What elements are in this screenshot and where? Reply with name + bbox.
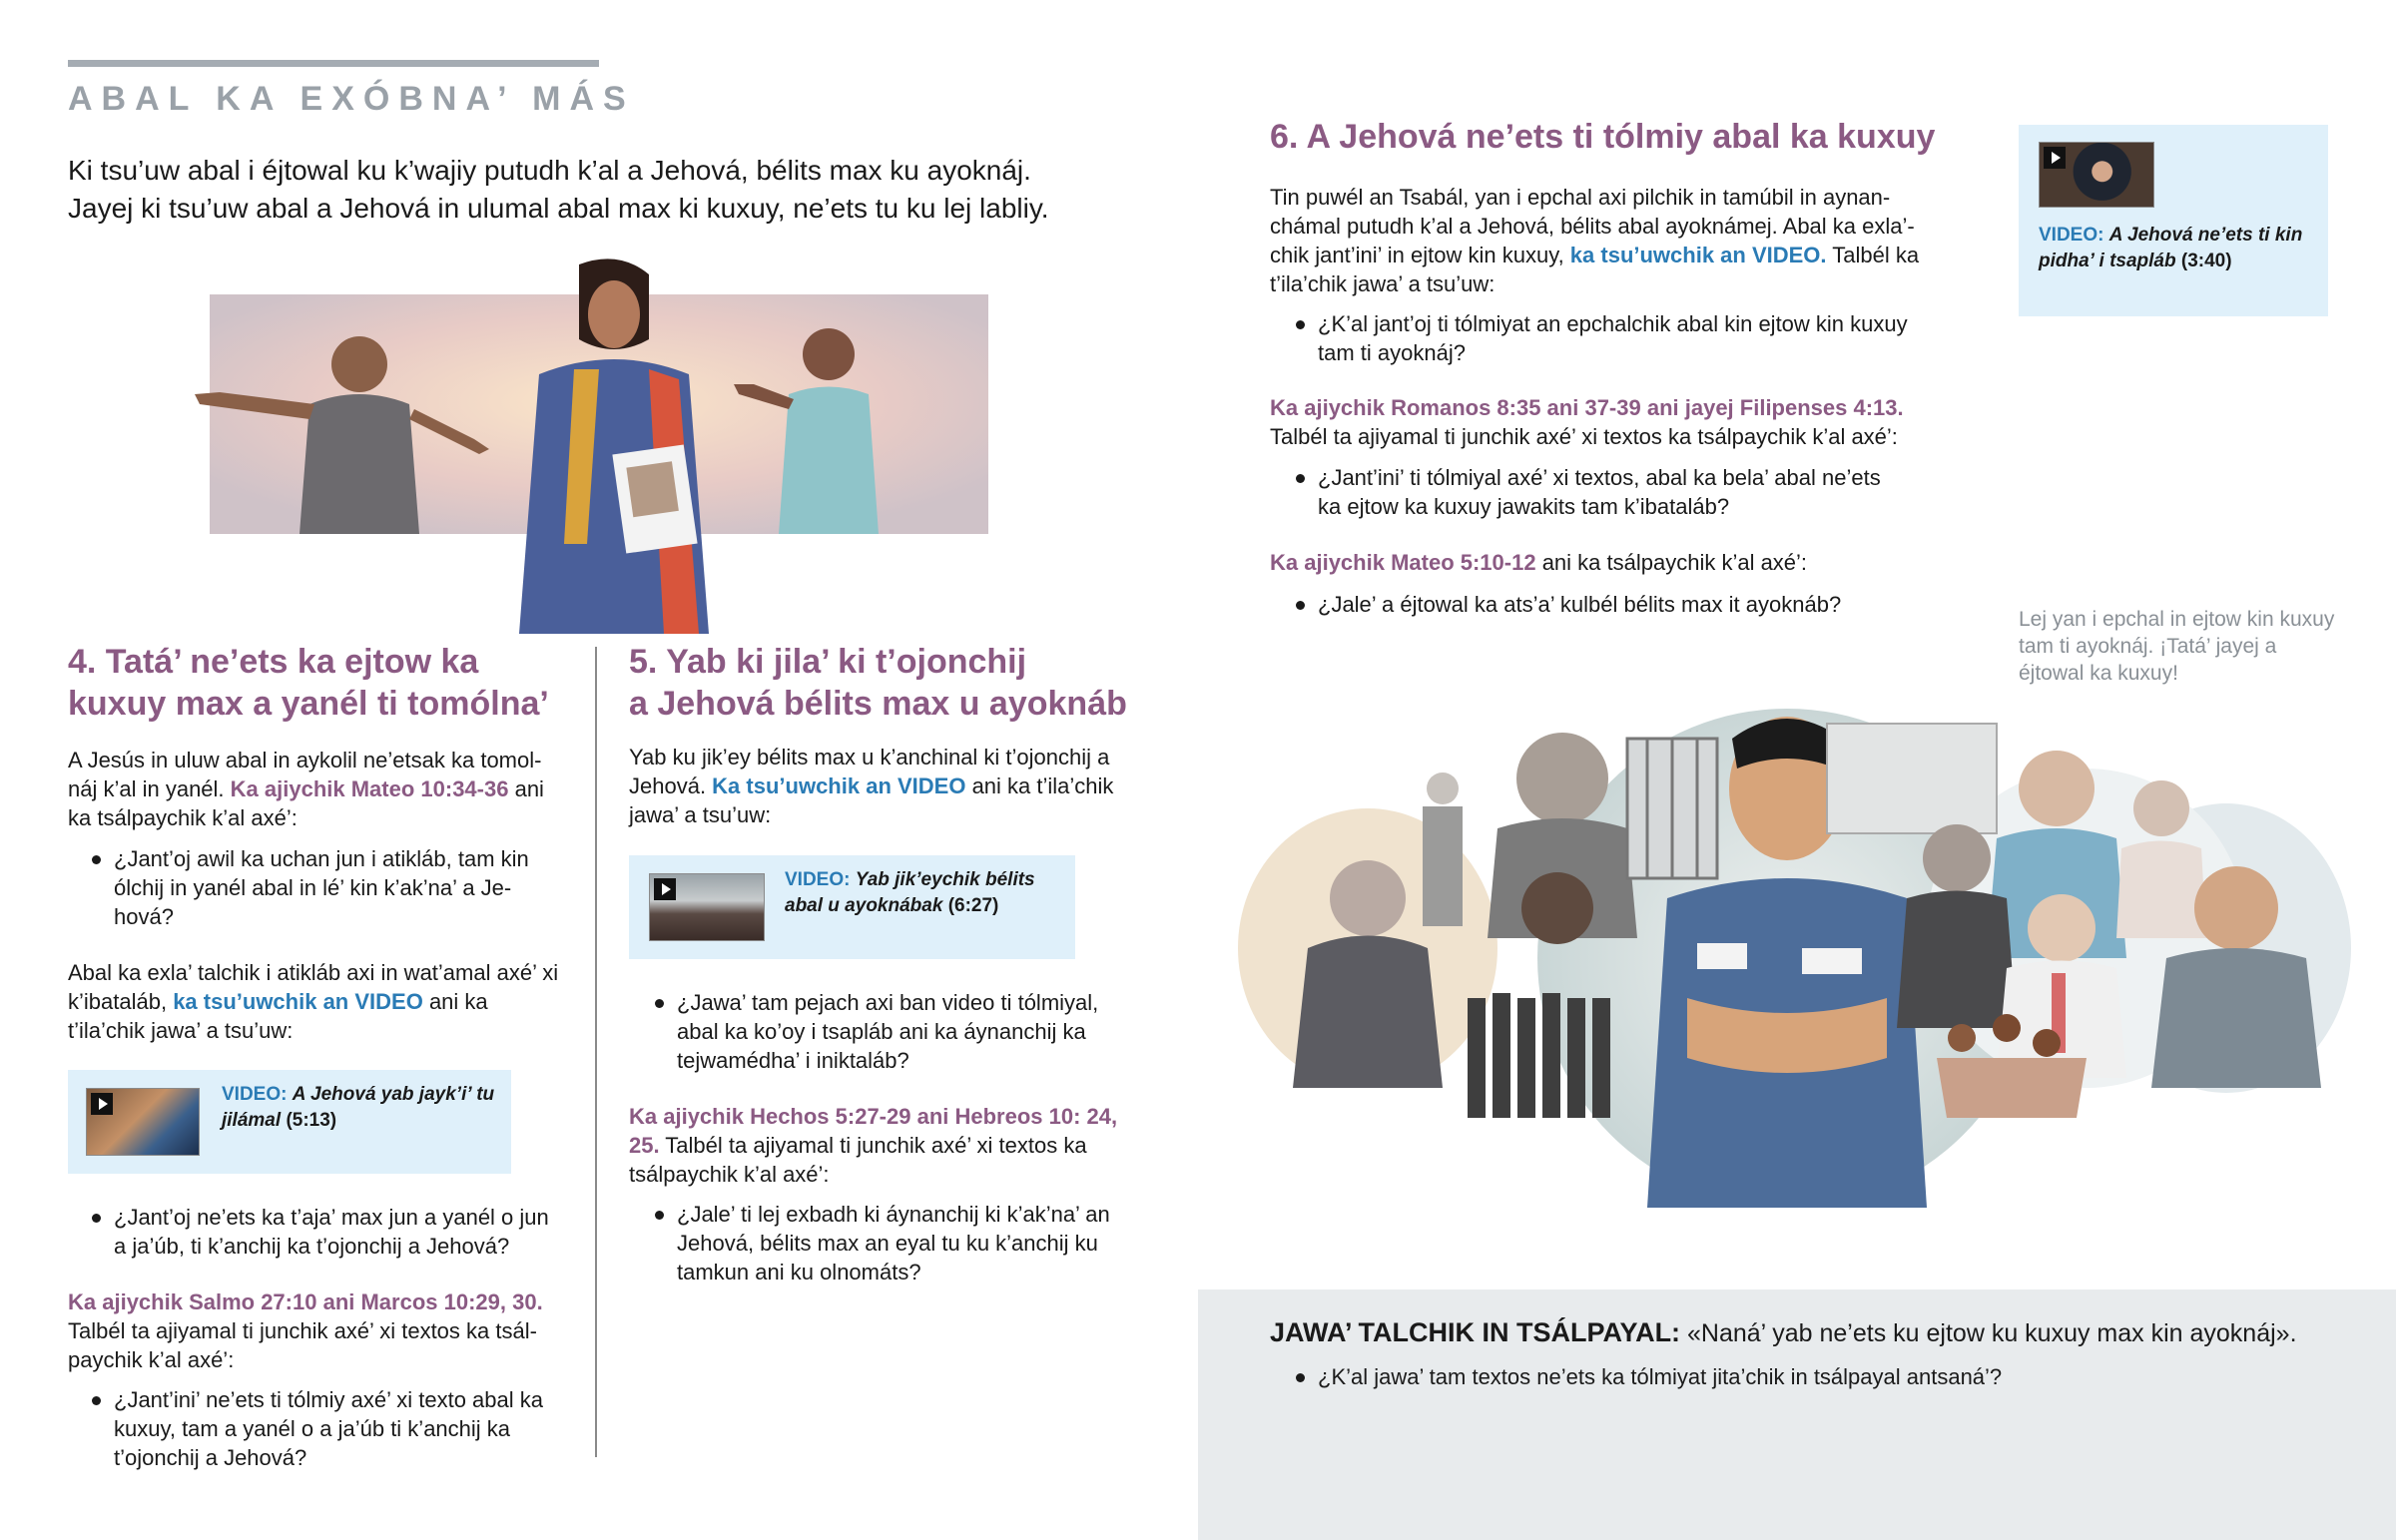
section4-paragraph1: A Jesús in uluw abal in aykolil ne’etsak ka tomol-náj k’al in yanél. Ka ajiychik Mateo 10:34-36 ani ka tsálpaychik k’al axé’: xyxy=(68,748,544,830)
section6-paragraph3: Ka ajiychik Mateo 5:10-12 ani ka tsálpaychik k’al axé’: xyxy=(1270,550,1808,575)
video-card[interactable] xyxy=(68,1070,511,1174)
column-divider xyxy=(595,647,597,1457)
question-item: ¿Jawa’ tam pejach axi ban video ti tólmiyal, abal ka ko’oy i tsapláb ani ka áynanchij ka tejwamédha’ i iniktaláb? xyxy=(653,988,1132,1075)
section5-paragraph1: Yab ku jik’ey bélits max u k’anchinal ki t’ojonchij a Jehová. Ka tsu’uwchik an VIDEO ani ka t’ila’chik jawa’ a tsu’uw: xyxy=(629,745,1114,827)
video-card[interactable] xyxy=(629,855,1075,959)
scripture-reference[interactable]: Ka ajiychik Mateo 5:10-12 xyxy=(1270,550,1536,575)
video-caption: VIDEO: A Jehová ne’ets ti kin pidha’ i tsapláb (3:40) xyxy=(2039,225,2303,271)
section4-bullets3 xyxy=(90,1385,564,1472)
section6-bullets1 xyxy=(1294,309,1933,367)
intro-text: Ki tsu’uw abal i éjtowal ku k’wajiy putudh k’al a Jehová, bélits max ku ayoknáj. Jayej ki tsu’uw abal a Jehová in ulumal abal max ki kuxuy, ne’ets tu ku lej labliy. xyxy=(68,155,1049,224)
section5-bullets2 xyxy=(653,1200,1132,1286)
section4-paragraph2: Abal ka exla’ talchik i atikláb axi in wat’amal axé’ xi k’ibataláb, ka tsu’uwchik an VIDEO ani ka t’ila’chik jawa’ a tsu’uw: xyxy=(68,960,559,1043)
scripture-reference[interactable]: Ka ajiychik Mateo 10:34-36 xyxy=(230,776,509,801)
section6-title: 6. A Jehová ne’ets ti tólmiy abal ka kuxuy xyxy=(1270,118,1936,156)
family-illustration xyxy=(180,245,998,634)
section4-title: 4. Tatá’ ne’ets ka ejtow ka kuxuy max a yanél ti tomólna’ xyxy=(68,643,549,723)
question-item: ¿Jant’ini’ ne’ets ti tólmiy axé’ xi texto abal ka kuxuy, tam a yanél o a ja’úb ti k’anchij ka t’ojonchij a Jehová? xyxy=(90,1385,564,1472)
play-icon[interactable] xyxy=(2044,147,2066,169)
question-item: ¿Jant’oj awil ka uchan jun i atikláb, tam kin ólchij in yanél abal in lé’ kin k’ak’na’ a Je-hová? xyxy=(90,844,564,931)
section6-bullets2 xyxy=(1294,463,1893,521)
section5-bullets1 xyxy=(653,988,1132,1075)
section4-bullets2 xyxy=(90,1203,564,1261)
summary-heading: JAWA’ TALCHIK IN TSÁLPAYAL: «Naná’ yab ne’ets ku ejtow ku kuxuy max kin ayoknáj». xyxy=(1270,1317,2297,1347)
video-caption: VIDEO: A Jehová yab jayk’i’ tu jilámal (5:13) xyxy=(222,1084,495,1131)
video-link[interactable]: ka tsu’uwchik an VIDEO xyxy=(173,989,423,1014)
scripture-reference[interactable]: Ka ajiychik Salmo 27:10 ani Marcos 10:29, 30. xyxy=(68,1289,543,1314)
video-link[interactable]: Ka tsu’uwchik an VIDEO xyxy=(712,773,966,798)
video-thumbnail[interactable] xyxy=(2039,142,2154,208)
section5-title: 5. Yab ki jila’ ki t’ojonchij a Jehová bélits max u ayoknáb xyxy=(629,643,1127,723)
scripture-reference[interactable]: Ka ajiychik Hechos 5:27-29 ani Hebreos 10: 24, 25. xyxy=(629,1104,1118,1158)
section6-paragraph1: Tin puwél an Tsabál, yan i epchal axi pilchik in tamúbil in aynan-chámal putudh k’al a Jehová, bélits abal ayoknámej. Abal ka exla’-chik jant’ini’ in ejtow kin kuxuy, ka tsu’uwchik an VIDEO. Talbél ka t’ila’chik jawa’ a tsu’uw: xyxy=(1270,185,1920,296)
top-rule xyxy=(68,60,599,67)
question-item: ¿K’al jant’oj ti tólmiyat an epchalchik abal kin ejtow kin kuxuy tam ti ayoknáj? xyxy=(1294,309,1933,367)
video-caption: VIDEO: Yab jik’eychik bélits abal u ayoknábak (6:27) xyxy=(785,869,1035,916)
video-card[interactable] xyxy=(2019,125,2328,316)
question-item: ¿Jale’ ti lej exbadh ki áynanchij ki k’ak’na’ an Jehová, bélits max an eyal tu ku k’anchij ku tamkun ani ku olnomáts? xyxy=(653,1200,1132,1286)
video-link[interactable]: ka tsu’uwchik an VIDEO. xyxy=(1569,243,1827,267)
image-caption: Lej yan i epchal in ejtow kin kuxuy tam ti ayoknáj. ¡Tatá’ jayej a éjtowal ka kuxuy! xyxy=(2019,608,2335,685)
question-item: ¿Jant’oj ne’ets ka t’aja’ max jun a yanél o jun a ja’úb, ti k’anchij ka t’ojonchij a Jehová? xyxy=(90,1203,564,1261)
play-icon[interactable] xyxy=(91,1093,113,1115)
video-thumbnail[interactable] xyxy=(86,1088,200,1156)
section6-paragraph2: Ka ajiychik Romanos 8:35 ani 37-39 ani jayej Filipenses 4:13. Talbél ta ajiyamal ti junchik axé’ xi textos ka tsálpaychik k’al axé’: xyxy=(1270,393,1969,451)
group-illustration xyxy=(1228,699,2356,1218)
section6-bullets3 xyxy=(1294,590,1933,619)
question-item: ¿Jant’ini’ ti tólmiyal axé’ xi textos, abal ka bela’ abal ne’ets ka ejtow ka kuxuy jawakits tam k’ibataláb? xyxy=(1294,463,1893,521)
video-thumbnail[interactable] xyxy=(649,873,765,941)
summary-bullets xyxy=(1294,1362,2372,1391)
section4-paragraph3: Ka ajiychik Salmo 27:10 ani Marcos 10:29, 30. Talbél ta ajiyamal ti junchik axé’ xi textos ka tsál-paychik k’al axé’: xyxy=(68,1287,567,1374)
question-item: ¿Jale’ a éjtowal ka ats’a’ kulbél bélits max it ayoknáb? xyxy=(1294,590,1933,619)
question-item: ¿K’al jawa’ tam textos ne’ets ka tólmiyat jita’chik in tsálpayal antsaná’? xyxy=(1294,1362,2372,1391)
section4-bullets1 xyxy=(90,844,564,931)
section-kicker: ABAL KA EXÓBNA’ MÁS xyxy=(68,80,635,118)
scripture-reference[interactable]: Ka ajiychik Romanos 8:35 ani 37-39 ani jayej Filipenses 4:13. xyxy=(1270,395,1904,420)
play-icon[interactable] xyxy=(654,878,676,900)
section5-paragraph2: Ka ajiychik Hechos 5:27-29 ani Hebreos 10: 24, 25. Talbél ta ajiyamal ti junchik axé’ xi textos ka tsálpaychik k’al axé’: xyxy=(629,1104,1118,1187)
